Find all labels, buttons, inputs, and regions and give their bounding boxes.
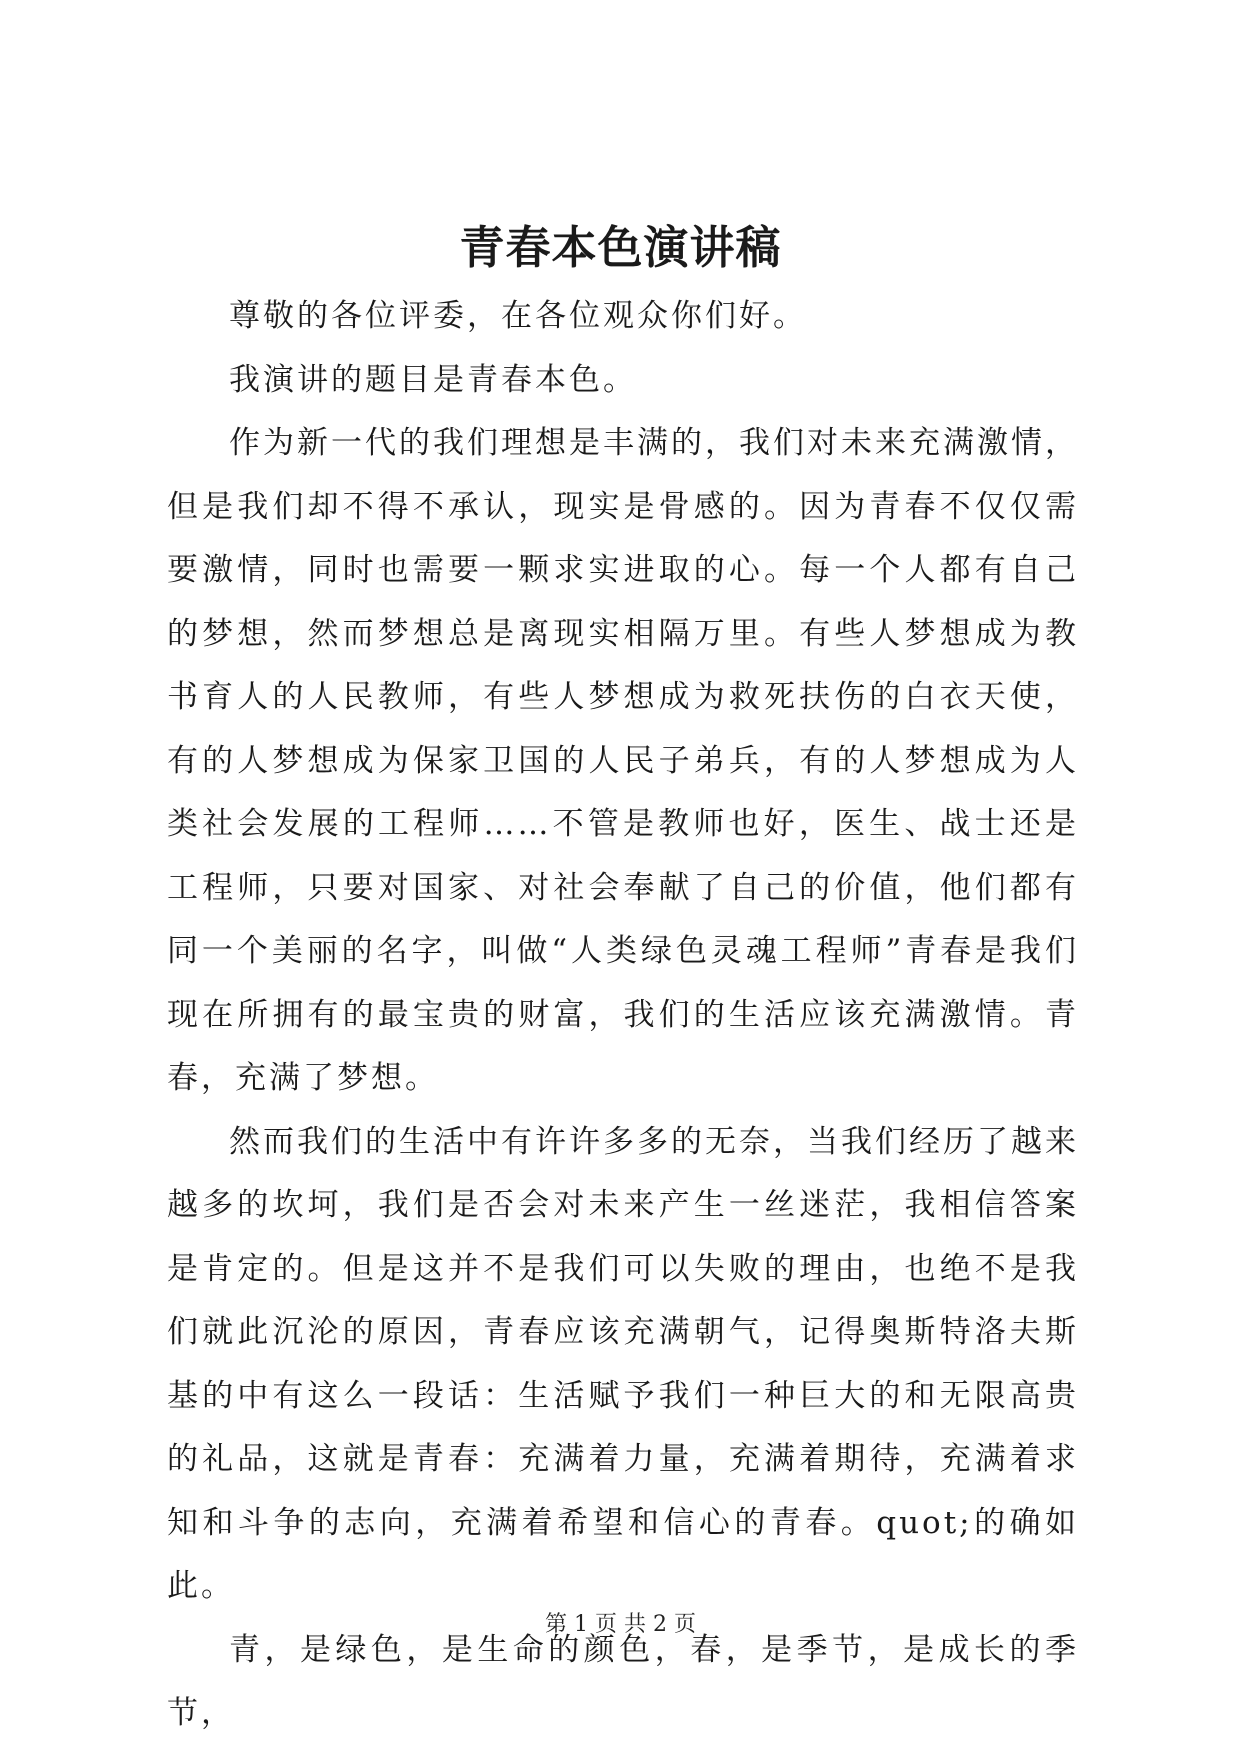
paragraph-topic: 我演讲的题目是青春本色。 [229,361,637,398]
paragraph-green-spring: 青，是绿色，是生命的颜色，春，是季节，是成长的季节， [167,1631,1079,1731]
paragraph-hardships: 然而我们的生活中有许许多多的无奈，当我们经历了越来越多的坎坷，我们是否会对未来产生一丝迷茫，我相信答案是肯定的。但是这并不是我们可以失败的理由，也绝不是我们就此沉沦的原因，青春应该充满朝气，记得奥斯特洛夫斯基的中有这么一段话：生活赋予我们一种巨大的和无限高贵的礼品，这就是青春：充满着力量，充满着期待，充满着求知和斗争的志向，充满着希望和信心的青春。quot;的确如此。 [167,1123,1079,1604]
page-number: 第 1 页 共 2 页 [545,1612,696,1637]
document-body [167,285,1079,1746]
document-title: 青春本色演讲稿 [459,221,782,274]
paragraph-dreams: 作为新一代的我们理想是丰满的，我们对未来充满激情，但是我们却不得不承认，现实是骨感的。因为青春不仅仅需要激情，同时也需要一颗求实进取的心。每一个人都有自己的梦想，然而梦想总是离现实相隔万里。有些人梦想成为教书育人的人民教师，有些人梦想成为救死扶伤的白衣天使，有的人梦想成为保家卫国的人民子弟兵，有的人梦想成为人类社会发展的工程师……不管是教师也好，医生、战士还是工程师，只要对国家、对社会奉献了自己的价值，他们都有同一个美丽的名字，叫做“人类绿色灵魂工程师”青春是我们现在所拥有的最宝贵的财富，我们的生活应该充满激情。青春，充满了梦想。 [167,425,1079,1096]
paragraph-greeting: 尊敬的各位评委，在各位观众你们好。 [229,298,807,334]
